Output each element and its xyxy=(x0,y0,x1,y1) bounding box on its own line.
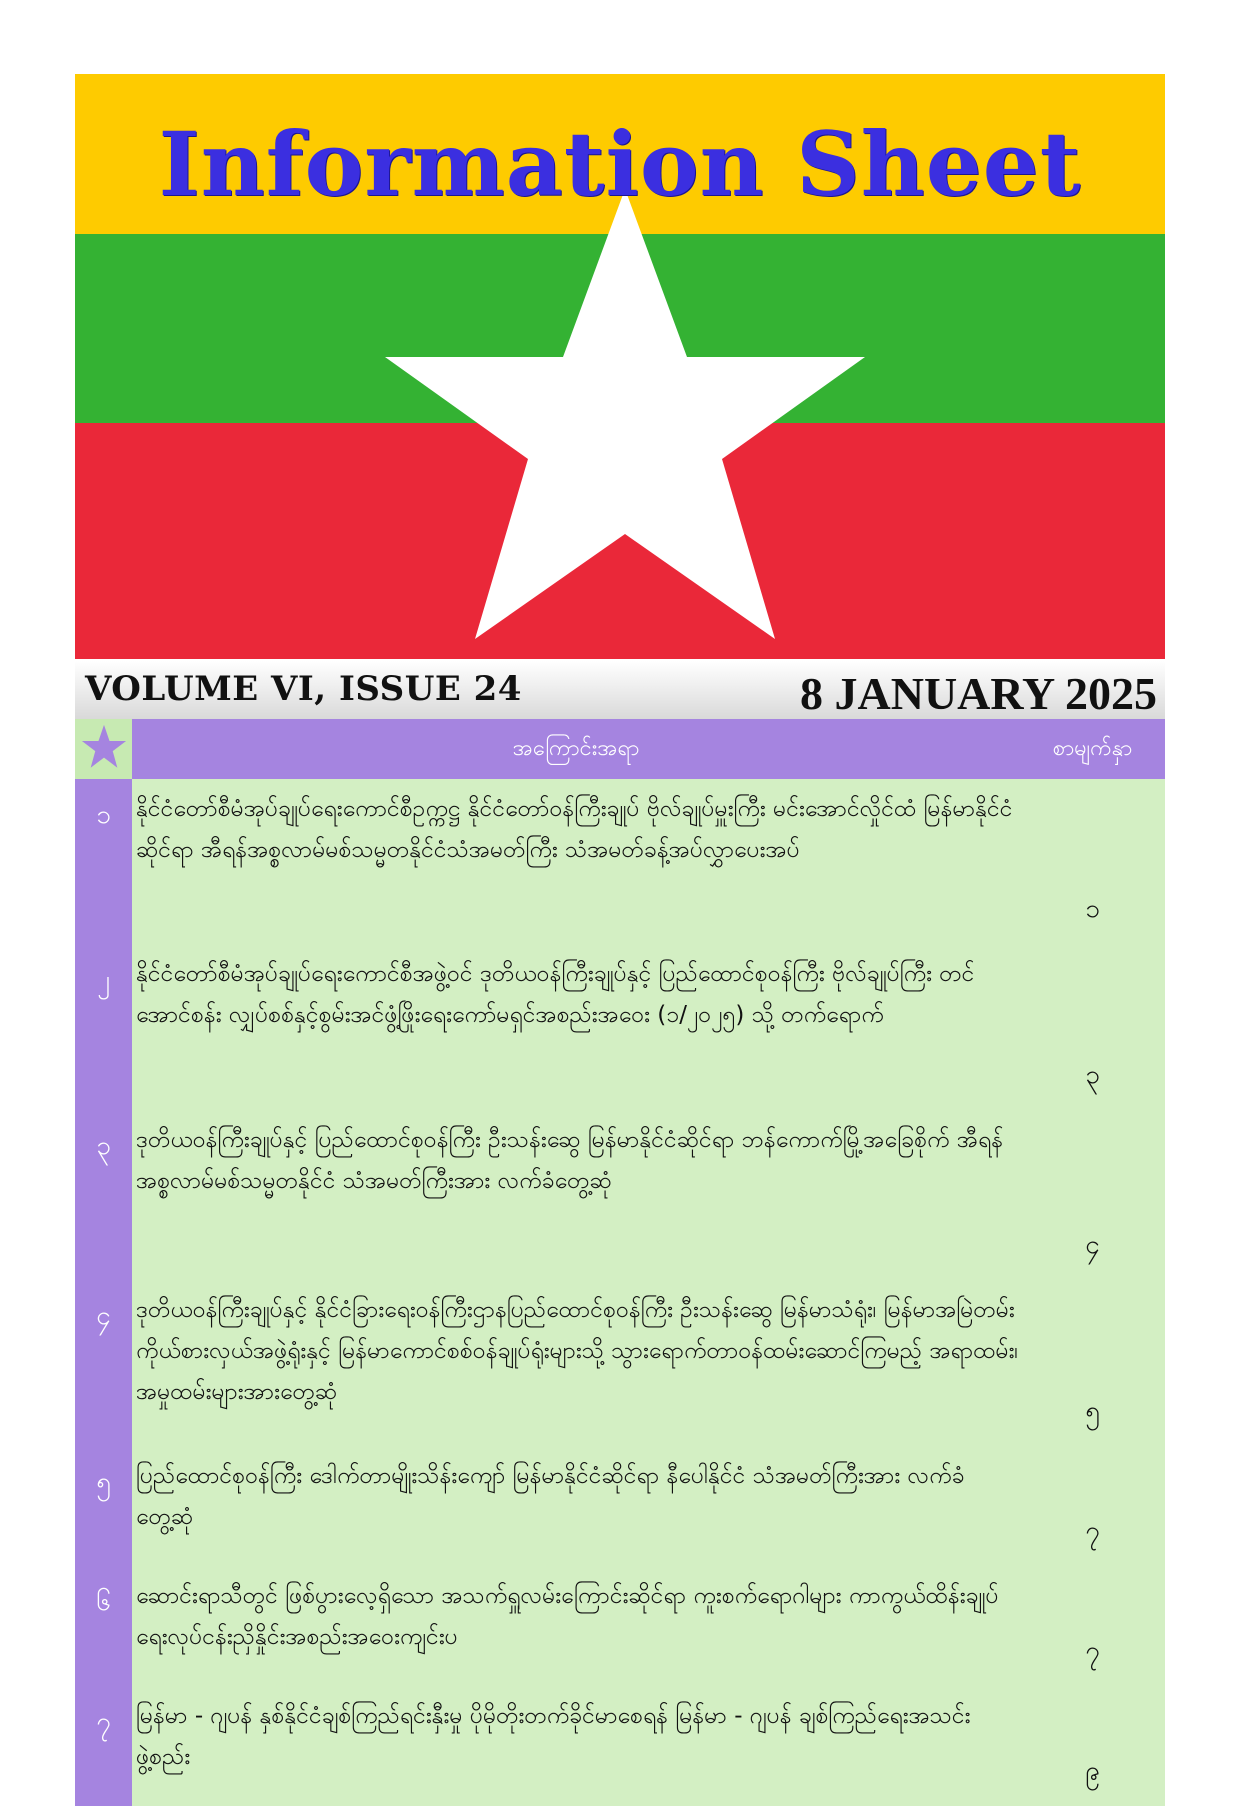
table-row xyxy=(75,1110,1165,1280)
item-title: ဒုတိယဝန်ကြီးချုပ်နှင့် နိုင်ငံခြားရေးဝန်ကြီးဌာနပြည်ထောင်စုဝန်ကြီး ဦးသန်းဆွေ မြန်မာသံရုံး၊ မြန်မာအမြဲတမ်းကိုယ်စားလှယ်အဖွဲ့ရုံးနှင့် မြန်မာကောင်စစ်ဝန်ချုပ်ရုံးများသို့ သွားရောက်တာဝန်ထမ်းဆောင်ကြမည့် အရာထမ်း၊ အမှုထမ်းများအားတွေ့ဆုံ xyxy=(132,1280,1020,1446)
volume-issue: VOLUME VI, ISSUE 24 xyxy=(85,669,522,709)
flag-star-icon xyxy=(365,189,885,639)
contents-table xyxy=(75,719,1165,1806)
item-number: ၆ xyxy=(75,1566,132,1686)
item-title: ဆောင်းရာသီတွင် ဖြစ်ပွားလေ့ရှိသော အသက်ရှူလမ်းကြောင်းဆိုင်ရာ ကူးစက်ရောဂါများ ကာကွယ်ထိန်းချုပ်ရေးလုပ်ငန်းညှိနှိုင်းအစည်းအဝေးကျင်းပ xyxy=(132,1566,1020,1686)
header-page: စာမျက်နှာ xyxy=(1020,719,1165,779)
banner-title: Information Sheet xyxy=(158,112,1082,216)
item-title: ပြည်ထောင်စုဝန်ကြီး ဒေါက်တာမျိုးသိန်းကျော် မြန်မာနိုင်ငံဆိုင်ရာ နီပေါနိုင်ငံ သံအမတ်ကြီးအား လက်ခံတွေ့ဆုံ xyxy=(132,1446,1020,1566)
item-page: ၃ xyxy=(1020,944,1165,1110)
item-number: ၄ xyxy=(75,1280,132,1446)
table-row xyxy=(75,1446,1165,1566)
contents-header-row xyxy=(75,719,1165,779)
item-number: ၅ xyxy=(75,1446,132,1566)
item-page: ၄ xyxy=(1020,1110,1165,1280)
table-row xyxy=(75,944,1165,1110)
table-row xyxy=(75,779,1165,944)
table-row xyxy=(75,1686,1165,1806)
item-title: နိုင်ငံတော်စီမံအုပ်ချုပ်ရေးကောင်စီဥက္ကဋ္ဌ နိုင်ငံတော်ဝန်ကြီးချုပ် ဗိုလ်ချုပ်မှူးကြီး မင်းအောင်လှိုင်ထံ မြန်မာနိုင်ငံဆိုင်ရာ အီရန်အစ္စလာမ်မစ်သမ္မတနိုင်ငံသံအမတ်ကြီး သံအမတ်ခန့်အပ်လွှာပေးအပ် xyxy=(132,779,1020,944)
flag-banner xyxy=(75,74,1165,659)
table-row xyxy=(75,1280,1165,1446)
item-page: ၉ xyxy=(1020,1686,1165,1806)
item-page: ၇ xyxy=(1020,1566,1165,1686)
item-title: မြန်မာ - ဂျပန် နှစ်နိုင်ငံချစ်ကြည်ရင်းနှီးမှု ပိုမိုတိုးတက်ခိုင်မာစေရန် မြန်မာ - ဂျပန် ချစ်ကြည်ရေးအသင်း ဖွဲ့စည်း xyxy=(132,1686,1020,1806)
cover-page xyxy=(75,74,1165,1806)
item-number: ၂ xyxy=(75,944,132,1110)
item-number: ၁ xyxy=(75,779,132,944)
issue-date: 8 JANUARY 2025 xyxy=(800,668,1157,719)
item-page: ၇ xyxy=(1020,1446,1165,1566)
item-page: ၅ xyxy=(1020,1280,1165,1446)
item-page: ၁ xyxy=(1020,779,1165,944)
header-star-cell xyxy=(75,719,132,779)
issue-bar xyxy=(75,661,1165,719)
item-title: ဒုတိယဝန်ကြီးချုပ်နှင့် ပြည်ထောင်စုဝန်ကြီး ဦးသန်းဆွေ မြန်မာနိုင်ငံဆိုင်ရာ ဘန်ကောက်မြို့အခြေစိုက် အီရန်အစ္စလာမ်မစ်သမ္မတနိုင်ငံ သံအမတ်ကြီးအား လက်ခံတွေ့ဆုံ xyxy=(132,1110,1020,1280)
header-contents: အကြောင်းအရာ xyxy=(132,719,1020,779)
item-number: ၇ xyxy=(75,1686,132,1806)
table-row xyxy=(75,1566,1165,1686)
item-number: ၃ xyxy=(75,1110,132,1280)
star-icon xyxy=(81,724,127,770)
item-title: နိုင်ငံတော်စီမံအုပ်ချုပ်ရေးကောင်စီအဖွဲ့ဝင် ဒုတိယဝန်ကြီးချုပ်နှင့် ပြည်ထောင်စုဝန်ကြီး ဗိုလ်ချုပ်ကြီး တင်အောင်စန်း လျှပ်စစ်နှင့်စွမ်းအင်ဖွံ့ဖြိုးရေးကော်မရှင်အစည်းအဝေး (၁/၂၀၂၅) သို့ တက်ရောက် xyxy=(132,944,1020,1110)
